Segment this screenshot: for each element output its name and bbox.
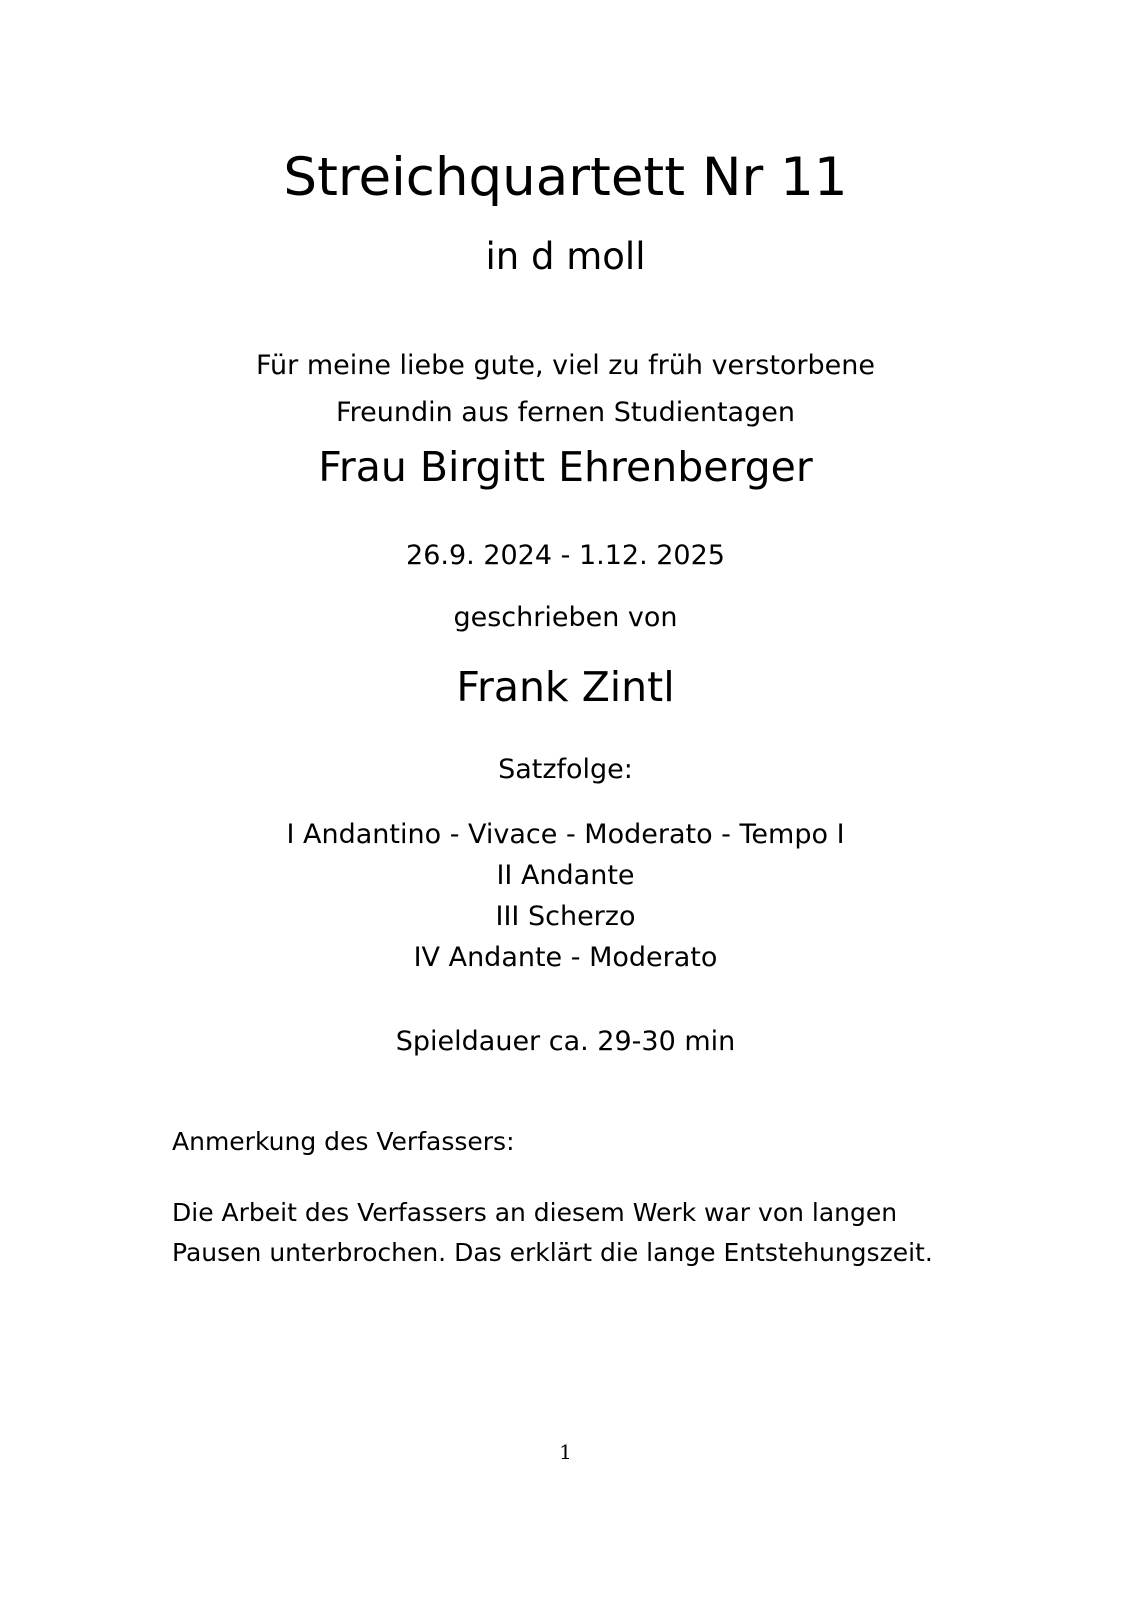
dedicatee-name: Frau Birgitt Ehrenberger <box>318 443 813 491</box>
author-note-body <box>172 1193 972 1273</box>
dedication-line-2: Freundin aus fernen Studientagen <box>336 397 795 428</box>
author-note-line-2: Pausen unterbrochen. Das erklärt die lange Entstehungszeit. <box>172 1238 933 1267</box>
movement-item: II Andante <box>496 860 635 891</box>
work-title: Streichquartett Nr 11 <box>283 147 848 208</box>
dedication-line-1: Für meine liebe gute, viel zu früh verstorbene <box>255 350 876 381</box>
movement-item: I Andantino - Vivace - Moderato - Tempo I <box>286 819 845 850</box>
work-key: in d moll <box>485 235 646 278</box>
movement-item: III Scherzo <box>495 901 636 932</box>
written-by-label: geschrieben von <box>453 602 678 633</box>
author-note-heading: Anmerkung des Verfassers: <box>172 1127 515 1156</box>
movement-item: IV Andante - Moderato <box>413 942 718 973</box>
composer-name: Frank Zintl <box>456 663 675 711</box>
author-note-line-1: Die Arbeit des Verfassers an diesem Werk war von langen <box>172 1198 898 1227</box>
page-number: 1 <box>559 1440 572 1464</box>
composition-dates: 26.9. 2024 - 1.12. 2025 <box>406 540 725 571</box>
performance-duration: Spieldauer ca. 29-30 min <box>395 1026 736 1057</box>
movement-list <box>0 814 1131 978</box>
movements-heading: Satzfolge: <box>498 754 633 785</box>
dedication-text <box>0 342 1131 436</box>
